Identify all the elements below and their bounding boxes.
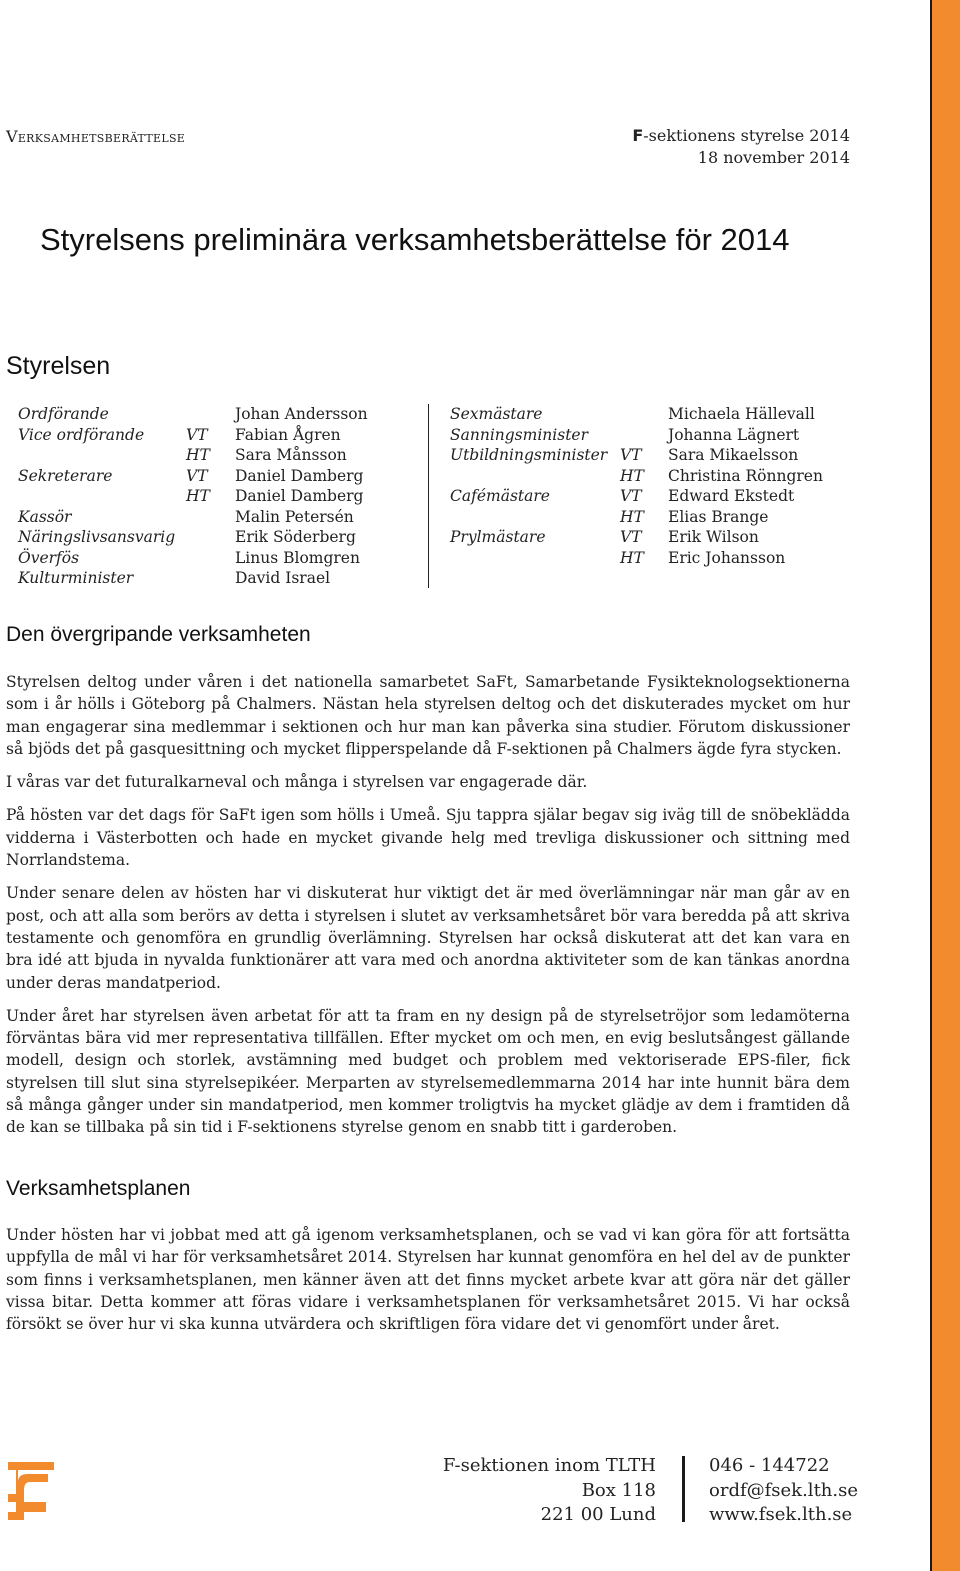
board-name: Christina Rönngren xyxy=(668,466,823,485)
board-term xyxy=(620,425,644,446)
board-name: Elias Brange xyxy=(668,507,769,526)
header-org-line xyxy=(632,125,850,147)
board-role: Näringslivsansvarig xyxy=(18,528,176,546)
board-right-terms xyxy=(620,404,644,568)
board-term: HT xyxy=(186,487,210,505)
board-role: Ordförande xyxy=(18,405,109,423)
footer-box: Box 118 xyxy=(581,1479,656,1501)
board-term xyxy=(186,548,210,569)
board-right-names xyxy=(668,404,823,568)
board-term: HT xyxy=(620,548,644,567)
header-date: 18 november 2014 xyxy=(697,148,850,167)
board-name: Eric Johansson xyxy=(668,548,786,567)
paragraph: Under hösten har vi jobbat med att gå igenom verksamhetsplanen, och se vad vi kan göra för att fortsätta uppfylla de mål vi har för verksamhetsåret 2014. Styrelsen har kunnat genomföra en hel del av de punkter som finns i verksamhetsplanen, men känner även att det finns mycket arbete kvar att göra när det gäller vissa bitar. Detta kommer att föras vidare i verksamhetsplanen för verksamhetsåret 2015. Vi har också försökt se över hur vi ska kunna utvärdera och skriftligen föra vidare det vi genomfört under året. xyxy=(6,1226,850,1334)
board-term: HT xyxy=(620,507,644,526)
board-term xyxy=(186,507,210,528)
paragraph: På hösten var det dags för SaFt igen som hölls i Umeå. Sju tappra själar begav sig iväg till de snöbeklädda vidderna i Västerbotten och hade en mycket givande helg med trevliga diskussioner och sittning med Norrlandstema. xyxy=(6,806,850,870)
board-role: Kulturminister xyxy=(18,569,134,587)
footer-city: 221 00 Lund xyxy=(540,1504,656,1525)
footer-divider xyxy=(682,1456,685,1522)
board-term: VT xyxy=(620,487,642,505)
paragraph: Under senare delen av hösten har vi diskuterat hur viktigt det är med överlämningar när man går av en post, och att alla som berörs av detta i styrelsen i slutet av verksamhetsåret bör vara beredda på att skriva testamente och genomföra en grundlig överlämning. Styrelsen har också diskuterat att det kan vara en bra idé att bjuda in nyvalda funktionärer att vara med och anordna aktiviteter som de kan tänkas anordna under deras mandatperiod. xyxy=(6,884,850,992)
plan-body xyxy=(6,1224,850,1346)
board-term xyxy=(186,527,210,548)
board-role: Kassör xyxy=(18,507,72,526)
board-role xyxy=(18,445,175,466)
board-role xyxy=(450,507,607,528)
board-term xyxy=(186,404,210,425)
board-name: Malin Petersén xyxy=(235,507,354,526)
f-sektionen-logo-icon xyxy=(4,1456,58,1526)
orange-side-stripe xyxy=(932,0,960,1571)
footer-contact xyxy=(709,1454,858,1528)
board-name: David Israel xyxy=(235,569,331,587)
header-info xyxy=(632,125,850,169)
board-term xyxy=(620,404,644,425)
paragraph: Under året har styrelsen även arbetat för att ta fram en ny design på de styrelsetröjor som ledamöterna förväntas bära vid mer representativa tillfällen. Efter mycket om och men, en evig beslutsångest gällande modell, design och storlek, avstämning med budget och problem med vektoriserade EPS-filer, fick styrelsen till slut sina styrelsepikéer. Merparten av styrelsemedlemmarna 2014 har inte hunnit bära dem så många gånger under sin mandatperiod, men kommer troligtvis ha mycket glädje av dem i framtiden då de kan se tillbaka på sin tid i F-sektionens styrelse genom en snabb titt i garderoben. xyxy=(6,1006,850,1137)
board-role: Överfös xyxy=(18,548,80,567)
footer-phone: 046 - 144722 xyxy=(709,1455,830,1476)
board-role: Vice ordförande xyxy=(18,425,145,444)
section-heading-overall: Den övergripande verksamheten xyxy=(6,623,311,646)
board-role xyxy=(18,486,175,507)
board-term: HT xyxy=(186,446,210,464)
side-stripe-edge xyxy=(930,0,932,1571)
board-role: Prylmästare xyxy=(450,528,546,546)
board-name: Daniel Damberg xyxy=(235,487,364,505)
paragraph: Styrelsen deltog under våren i det nationella samarbetet SaFt, Samarbetande Fysikteknologsektionerna som i år hölls i Göteborg på Chalmers. Nästan hela styrelsen deltog och det diskuterades mycket om hur man engagerar sina medlemmar i sektionen och hur man kan påverka sina studier. Förutom diskussioner så bjöds det på gasquesittning och mycket flipperspelande då F-sektionen på Chalmers ägde fyra stycken. xyxy=(6,673,850,758)
board-name: Edward Ekstedt xyxy=(668,487,795,505)
board-term: VT xyxy=(186,466,208,485)
footer-web[interactable]: www.fsek.lth.se xyxy=(709,1504,853,1525)
board-term: VT xyxy=(620,528,642,546)
board-left-roles xyxy=(18,404,175,589)
board-name: Johan Andersson xyxy=(235,405,368,423)
board-left-names xyxy=(235,404,368,589)
board-role: Sanningsminister xyxy=(450,425,589,444)
board-term: HT xyxy=(620,466,644,485)
section-heading-board: Styrelsen xyxy=(6,352,111,380)
footer-email[interactable]: ordf@fsek.lth.se xyxy=(709,1479,859,1501)
page-title: Styrelsens preliminära verksamhetsberättelse för 2014 xyxy=(40,222,790,257)
paragraph: I våras var det futuralkarneval och många i styrelsen var engagerade där. xyxy=(6,773,588,792)
board-term: VT xyxy=(620,446,642,464)
board-left-terms xyxy=(186,404,210,589)
board-term: VT xyxy=(186,425,208,444)
section-heading-plan: Verksamhetsplanen xyxy=(6,1177,191,1200)
board-role: Utbildningsminister xyxy=(450,446,608,464)
board-role: Sekreterare xyxy=(18,466,113,485)
board-term xyxy=(186,568,210,589)
board-right-roles xyxy=(450,404,607,568)
board-name: Erik Wilson xyxy=(668,528,759,546)
board-name: Sara Månsson xyxy=(235,446,347,464)
board-name: Fabian Ågren xyxy=(235,425,341,444)
board-role: Sexmästare xyxy=(450,405,543,423)
footer-org: F-sektionen inom TLTH xyxy=(442,1455,656,1476)
board-role: Cafémästare xyxy=(450,487,550,505)
board-name: Michaela Hällevall xyxy=(668,405,815,423)
footer-address xyxy=(430,1454,656,1528)
board-name: Daniel Damberg xyxy=(235,466,364,485)
f-logo-icon: F xyxy=(632,126,644,145)
board-column-divider xyxy=(428,404,429,588)
header-org-text: -sektionens styrelse 2014 xyxy=(643,126,850,145)
board-name: Erik Söderberg xyxy=(235,528,356,546)
board-name: Linus Blomgren xyxy=(235,548,360,567)
overall-body xyxy=(6,671,850,1150)
board-name: Sara Mikaelsson xyxy=(668,446,799,464)
document-type-label: Verksamhetsberättelse xyxy=(6,127,186,146)
board-role xyxy=(450,548,607,569)
board-role xyxy=(450,466,607,487)
board-name: Johanna Lägnert xyxy=(668,425,800,444)
